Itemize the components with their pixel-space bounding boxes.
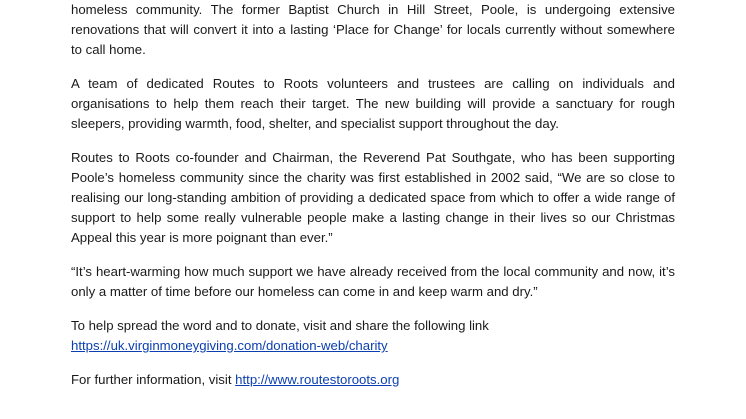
website-link[interactable]: http://www.routestoroots.org: [235, 372, 400, 387]
paragraph-info: [71, 370, 675, 390]
donate-text: To help spread the word and to donate, visit and share the following link: [71, 318, 489, 333]
paragraph-support-quote: “It’s heart-warming how much support we have already received from the local community and now, it’s only a matter of time before our homeless can come in and keep warm and dry.”: [71, 264, 675, 299]
paragraph-volunteers: A team of dedicated Routes to Roots volunteers and trustees are calling on individuals and organisations to help them reach their target. The new building will provide a sanctuary for rough sleepers, providing warmth, food, shelter, and specialist support throughout the day.: [71, 76, 675, 131]
donate-link[interactable]: https://uk.virginmoneygiving.com/donation-web/charity: [71, 338, 388, 353]
document-page: [71, 0, 675, 404]
paragraph-renovation: homeless community. The former Baptist Church in Hill Street, Poole, is undergoing extensive renovations that will convert it into a lasting ‘Place for Change’ for locals currently without somewhere to call home.: [71, 2, 675, 57]
paragraph-chairman-quote: Routes to Roots co-founder and Chairman, the Reverend Pat Southgate, who has been supporting Poole’s homeless community since the charity was first established in 2002 said, “We are so close to realising our long-standing ambition of providing a dedicated space from which to offer a wide range of support to help some really vulnerable people make a lasting change in their lives so our Christmas Appeal this year is more poignant than ever.”: [71, 150, 675, 245]
info-text: For further information, visit: [71, 372, 232, 387]
paragraph-donate: [71, 316, 675, 356]
